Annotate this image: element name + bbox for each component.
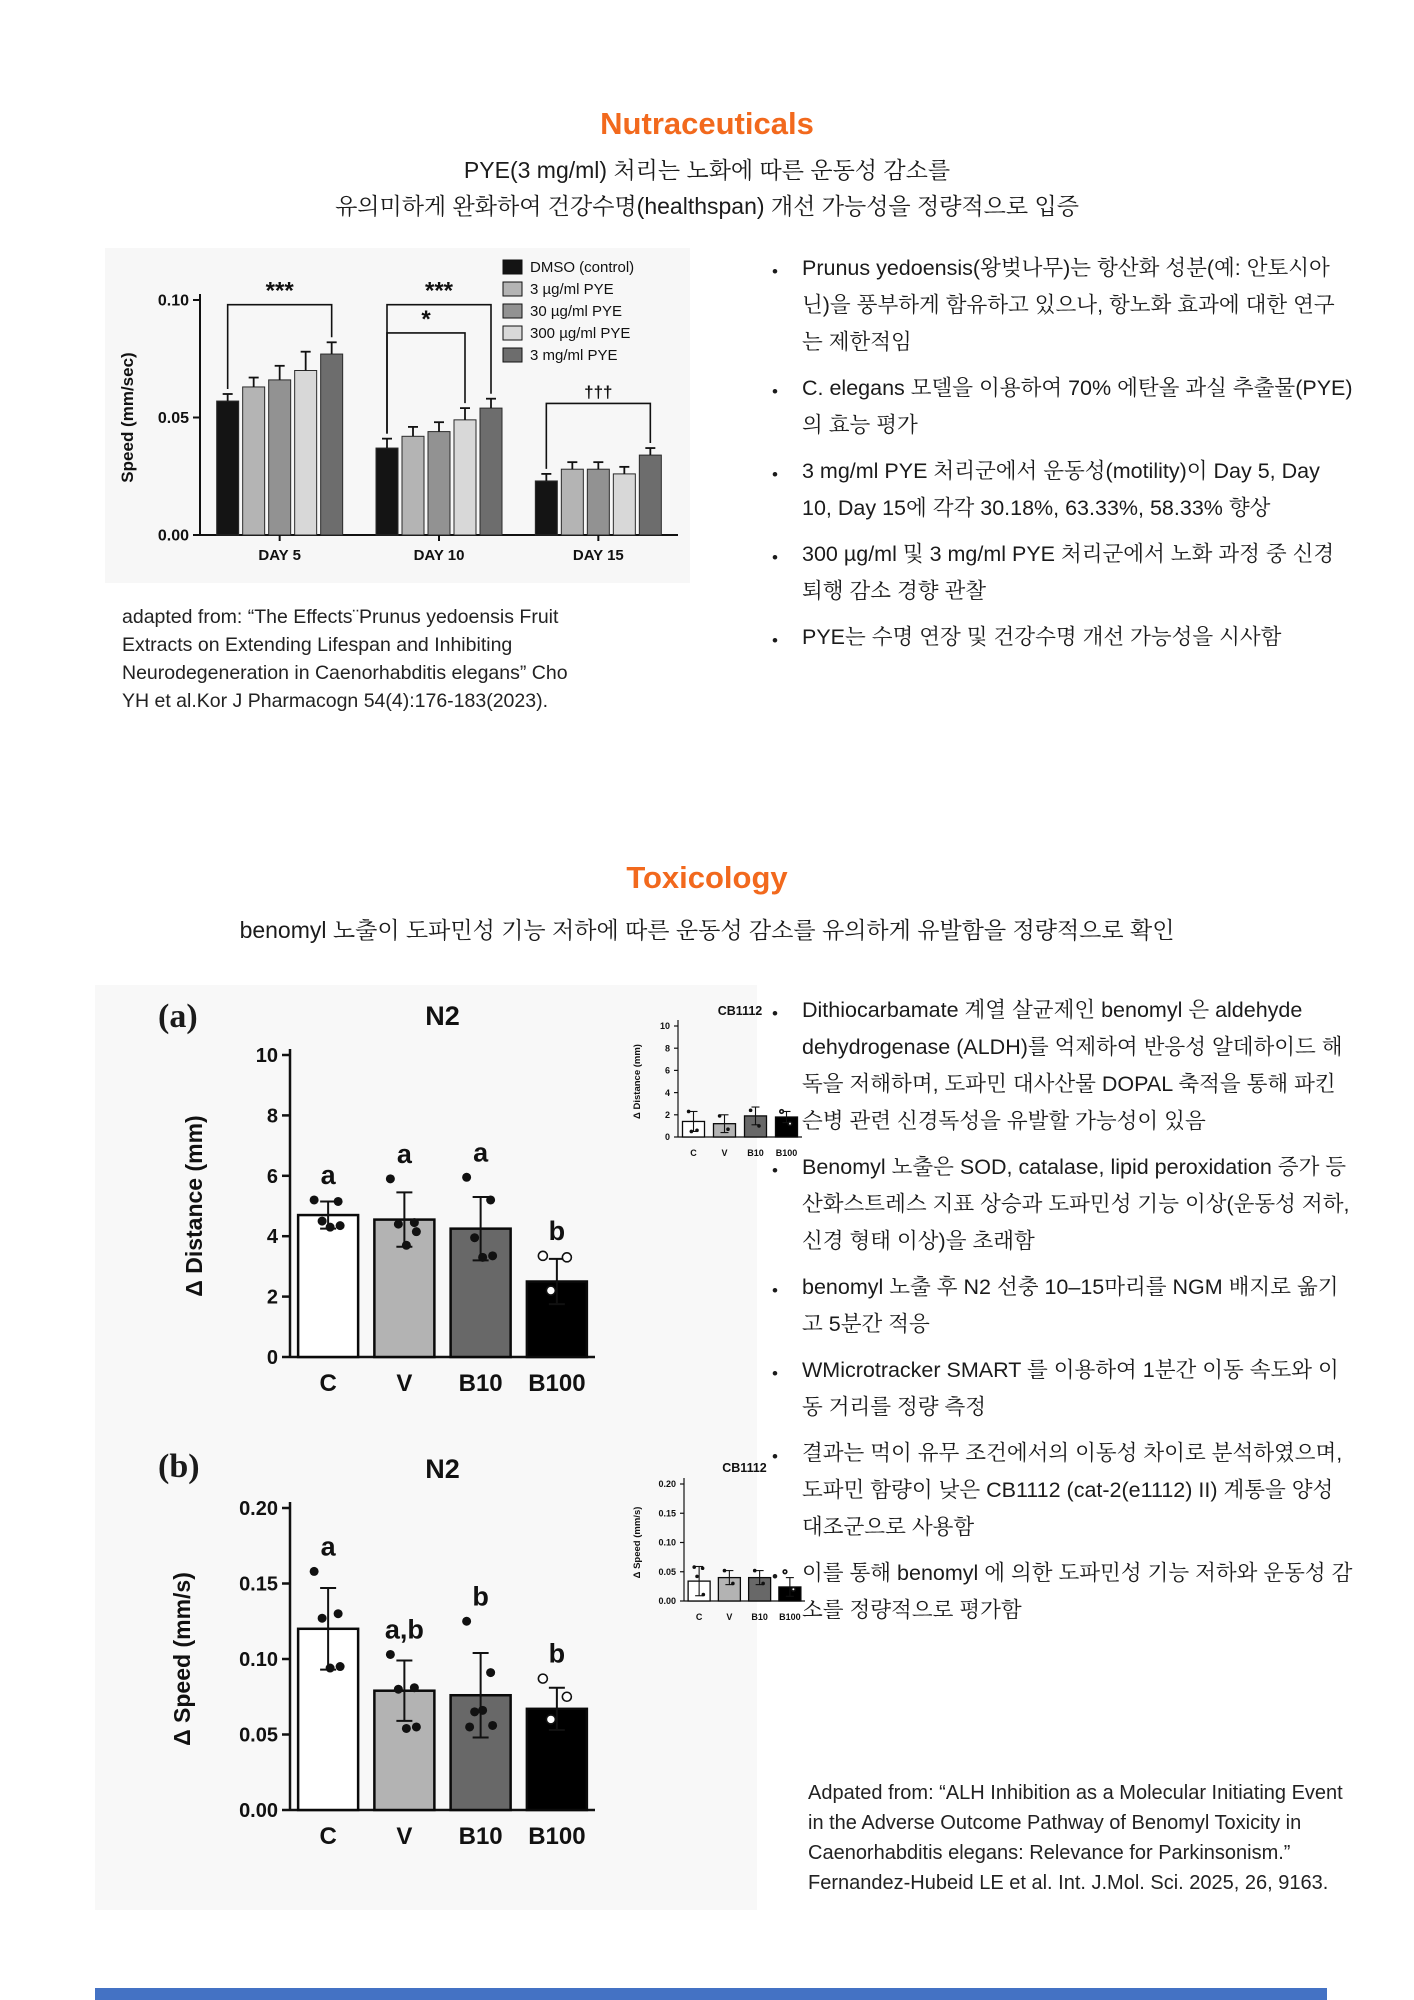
y-axis-label: Δ Speed (mm/s) xyxy=(632,1506,643,1579)
y-tick-label: 4 xyxy=(266,1226,278,1249)
bullet-text: WMicrotracker SMART 를 이용하여 1분간 이동 속도와 이동 거리를 정량 측정 xyxy=(802,1358,1339,1419)
bar xyxy=(613,474,635,535)
panel-a-label: (a) xyxy=(158,998,198,1035)
significance-label: ††† xyxy=(584,382,613,402)
y-tick-label: 8 xyxy=(664,1043,670,1054)
bullet-marker: • xyxy=(772,548,778,567)
legend-swatch xyxy=(503,260,522,274)
legend-swatch xyxy=(503,326,522,340)
y-tick-label: 6 xyxy=(664,1065,670,1076)
data-point xyxy=(695,1575,699,1579)
bullet-item xyxy=(772,1149,1354,1260)
bullet-text: 300 µg/ml 및 3 mg/ml PYE 처리군에서 노화 과정 중 신경퇴행 감소 경향 관찰 xyxy=(802,542,1335,603)
bullet-marker: • xyxy=(772,382,778,401)
data-point xyxy=(318,1217,327,1226)
data-point xyxy=(318,1614,327,1623)
x-label: C xyxy=(695,1612,703,1622)
data-point xyxy=(757,1124,761,1128)
y-tick-label: 0.05 xyxy=(658,1566,676,1577)
data-point xyxy=(702,1593,706,1597)
legend-label: 3 µg/ml PYE xyxy=(530,281,614,298)
bullet-marker: • xyxy=(772,1364,778,1383)
legend-swatch xyxy=(503,304,522,318)
data-point xyxy=(562,1253,571,1262)
y-tick-label: 6 xyxy=(266,1165,278,1188)
data-point xyxy=(692,1565,696,1569)
y-tick-label: 0.15 xyxy=(658,1508,676,1519)
x-label: B10 xyxy=(751,1612,768,1622)
bullet-marker: • xyxy=(772,1281,778,1300)
x-label: V xyxy=(726,1612,733,1622)
bullet-item xyxy=(772,619,1354,659)
bullet-item xyxy=(772,370,1354,444)
y-tick-label: 2 xyxy=(664,1109,670,1120)
group-letter: a xyxy=(473,1137,489,1168)
bullet-item xyxy=(772,1352,1354,1426)
legend-label: 30 µg/ml PYE xyxy=(530,303,623,320)
data-point xyxy=(486,1195,495,1204)
y-tick-label: 4 xyxy=(664,1087,670,1098)
nutraceuticals-subtitle-line1: PYE(3 mg/ml) 처리는 노화에 따른 운동성 감소를 xyxy=(463,157,951,183)
y-tick-label: 0.05 xyxy=(239,1724,278,1747)
x-label: B10 xyxy=(458,1370,503,1397)
legend-swatch xyxy=(503,282,522,296)
x-label: B10 xyxy=(747,1148,764,1158)
bar xyxy=(217,401,239,535)
y-tick-label: 0.10 xyxy=(658,1537,676,1548)
group-letter: a xyxy=(396,1138,412,1169)
bullet-text: Prunus yedoensis(왕벚나무)는 항산화 성분(예: 안토시아닌)을 풍부하게 함유하고 있으나, 항노화 효과에 대한 연구는 제한적임 xyxy=(802,256,1335,354)
x-label: B10 xyxy=(458,1823,503,1850)
chart-title: CB1112 xyxy=(722,1461,767,1475)
data-point xyxy=(412,1722,421,1731)
bar xyxy=(295,371,317,536)
x-label: B100 xyxy=(528,1370,586,1397)
bar xyxy=(535,481,557,535)
data-point xyxy=(538,1674,547,1683)
data-point xyxy=(486,1668,495,1677)
x-label: DAY 10 xyxy=(413,547,465,564)
data-point xyxy=(749,1109,753,1113)
data-point xyxy=(394,1685,403,1694)
data-point xyxy=(465,1722,474,1731)
data-point xyxy=(562,1692,571,1701)
significance-bracket xyxy=(387,333,465,434)
bar xyxy=(298,1215,358,1357)
data-point xyxy=(718,1114,722,1118)
bullet-item xyxy=(772,536,1354,610)
y-tick-label: 2 xyxy=(266,1286,278,1309)
y-tick-label: 0.10 xyxy=(239,1649,278,1671)
significance-bracket xyxy=(387,305,491,434)
data-point xyxy=(462,1617,471,1626)
significance-label: * xyxy=(421,305,431,333)
data-point xyxy=(701,1566,705,1570)
bar xyxy=(587,469,609,535)
y-tick-label: 10 xyxy=(255,1045,278,1067)
tox-speed-bar-chart xyxy=(150,1448,625,1888)
data-point xyxy=(690,1130,694,1134)
y-axis-label: Δ Distance (mm) xyxy=(181,1115,207,1297)
data-point xyxy=(394,1220,403,1229)
bullet-marker: • xyxy=(772,1447,778,1466)
group-letter: b xyxy=(548,1638,566,1669)
bullet-item xyxy=(772,992,1354,1140)
data-point xyxy=(695,1129,699,1133)
pye-speed-bar-chart xyxy=(105,248,690,583)
data-point xyxy=(478,1253,487,1262)
group-letter: a,b xyxy=(384,1614,424,1645)
nutraceuticals-section-title: Nutraceuticals xyxy=(600,106,814,141)
data-point xyxy=(386,1650,395,1659)
nutraceuticals-citation: adapted from: “The Effects¨Prunus yedoensis Fruit Extracts on Extending Lifespan and Inhibiting Neurodegeneration in Caenorhabditis elegans” Cho YH et al.Kor J Pharmacogn 54(4):176-183(2023). xyxy=(122,606,568,712)
nutraceuticals-subtitle xyxy=(0,152,1414,224)
y-axis-label: Δ Distance (mm) xyxy=(632,1044,643,1119)
x-label: B100 xyxy=(779,1612,801,1622)
data-point xyxy=(334,1609,343,1618)
data-point xyxy=(410,1218,419,1227)
chart-title: CB1112 xyxy=(717,1004,763,1018)
data-point xyxy=(470,1707,479,1716)
group-letter: a xyxy=(320,1531,336,1562)
significance-bracket xyxy=(546,403,650,469)
bullet-marker: • xyxy=(772,631,778,650)
bullet-text: PYE는 수명 연장 및 건강수명 개선 가능성을 시사함 xyxy=(802,625,1282,649)
data-point xyxy=(402,1724,411,1733)
data-point xyxy=(336,1662,345,1671)
nutraceuticals-bullet-list xyxy=(772,250,1354,668)
y-tick-label: 0.05 xyxy=(157,410,189,428)
bullet-item xyxy=(772,1435,1354,1546)
y-tick-label: 0.00 xyxy=(658,1596,676,1607)
y-tick-label: 0 xyxy=(664,1132,670,1143)
bar xyxy=(321,354,343,535)
data-point xyxy=(326,1223,335,1232)
bar xyxy=(428,432,450,535)
data-point xyxy=(538,1251,547,1260)
legend-swatch xyxy=(503,348,522,362)
data-point xyxy=(546,1286,555,1295)
data-point xyxy=(723,1569,727,1573)
y-tick-label: 0.00 xyxy=(157,527,189,545)
bar xyxy=(561,469,583,535)
significance-label: *** xyxy=(265,277,294,305)
legend-label: 300 µg/ml PYE xyxy=(530,325,631,342)
data-point xyxy=(310,1195,319,1204)
data-point xyxy=(761,1582,765,1586)
x-label: DAY 5 xyxy=(258,547,301,564)
bullet-text: Dithiocarbamate 계열 살균제인 benomyl 은 aldehyde dehydrogenase (ALDH)를 억제하여 반응성 알데하이드 해독을 저해하며, 도파민 대사산물 DOPAL 축적을 통해 파킨슨병 관련 신경독성을 유발할 가능성이 있음 xyxy=(802,998,1343,1133)
panel-b-label: (b) xyxy=(158,1448,200,1485)
group-letter: b xyxy=(472,1581,489,1612)
bullet-text: 이를 통해 benomyl 에 의한 도파민성 기능 저하와 운동성 감소를 정량적으로 평가함 xyxy=(802,1561,1353,1622)
x-label: B100 xyxy=(528,1823,586,1850)
x-label: DAY 15 xyxy=(572,547,624,564)
x-label: V xyxy=(721,1148,728,1158)
y-tick-label: 8 xyxy=(266,1105,278,1128)
data-point xyxy=(402,1241,411,1250)
data-point xyxy=(478,1706,487,1715)
bullet-item xyxy=(772,1269,1354,1343)
tox-distance-bar-chart xyxy=(150,995,625,1435)
y-tick-label: 0 xyxy=(266,1347,278,1369)
y-tick-label: 0.15 xyxy=(239,1573,278,1596)
legend-label: DMSO (control) xyxy=(530,259,635,276)
bullet-text: benomyl 노출 후 N2 선충 10–15마리를 NGM 배지로 옮기고 5분간 적응 xyxy=(802,1275,1339,1336)
data-point xyxy=(310,1567,319,1576)
data-point xyxy=(410,1683,419,1692)
data-point xyxy=(687,1110,691,1114)
bullet-item xyxy=(772,250,1354,361)
y-tick-label: 10 xyxy=(659,1021,670,1032)
data-point xyxy=(412,1227,421,1236)
bullet-marker: • xyxy=(772,1161,778,1180)
data-point xyxy=(546,1715,555,1724)
bar xyxy=(376,448,398,535)
nutraceuticals-subtitle-line2: 유의미하게 완화하여 건강수명(healthspan) 개선 가능성을 정량적으로 입증 xyxy=(335,193,1079,219)
data-point xyxy=(731,1582,735,1586)
data-point xyxy=(470,1233,479,1242)
data-point xyxy=(488,1721,497,1730)
bullet-text: Benomyl 노출은 SOD, catalase, lipid peroxidation 증가 등 산화스트레스 지표 상승과 도파민성 기능 이상(운동성 저하, 신경 형태 이상)을 초래함 xyxy=(802,1155,1350,1253)
significance-label: *** xyxy=(424,277,454,305)
bar xyxy=(639,455,661,535)
bar xyxy=(480,408,502,535)
y-tick-label: 0.20 xyxy=(239,1498,278,1520)
x-label: V xyxy=(396,1823,413,1850)
bullet-marker: • xyxy=(772,1567,778,1586)
bullet-marker: • xyxy=(772,262,778,281)
data-point xyxy=(336,1221,345,1230)
y-tick-label: 0.20 xyxy=(658,1479,676,1490)
data-point xyxy=(386,1174,395,1183)
bullet-marker: • xyxy=(772,1004,778,1023)
data-point xyxy=(462,1173,471,1182)
bullet-item xyxy=(772,1555,1354,1629)
footer-divider-bar xyxy=(95,1988,1327,2000)
x-label: C xyxy=(319,1370,337,1397)
bullet-text: C. elegans 모델을 이용하여 70% 에탄올 과실 추출물(PYE)의 효능 평가 xyxy=(802,376,1353,437)
bullet-marker: • xyxy=(772,465,778,484)
pye-speed-figure xyxy=(105,248,690,583)
data-point xyxy=(753,1569,757,1573)
toxicology-section-title: Toxicology xyxy=(626,860,788,895)
data-point xyxy=(488,1251,497,1260)
chart-title: N2 xyxy=(425,1454,460,1484)
y-tick-label: 0.00 xyxy=(239,1800,278,1822)
x-label: C xyxy=(319,1823,337,1850)
group-letter: b xyxy=(548,1215,566,1246)
data-point xyxy=(334,1197,343,1206)
legend-label: 3 mg/ml PYE xyxy=(530,347,618,364)
toxicology-subtitle: benomyl 노출이 도파민성 기능 저하에 따른 운동성 감소를 유의하게 유발함을 정량적으로 확인 xyxy=(239,917,1175,943)
bar xyxy=(454,420,476,535)
x-label: C xyxy=(690,1148,697,1158)
y-axis-label: Speed (mm/sec) xyxy=(118,352,137,483)
chart-title: N2 xyxy=(425,1001,460,1031)
bullet-item xyxy=(772,453,1354,527)
y-tick-label: 0.10 xyxy=(157,292,189,310)
bullet-text: 3 mg/ml PYE 처리군에서 운동성(motility)이 Day 5, Day 10, Day 15에 각각 30.18%, 63.33%, 58.33% 향상 xyxy=(802,459,1320,520)
x-label: B100 xyxy=(775,1148,798,1158)
data-point xyxy=(726,1127,730,1131)
toxicology-bullet-list xyxy=(772,992,1354,1638)
data-point xyxy=(326,1664,335,1673)
x-label: V xyxy=(396,1370,413,1397)
group-letter: a xyxy=(320,1159,336,1190)
bar xyxy=(243,387,265,535)
bullet-text: 결과는 먹이 유무 조건에서의 이동성 차이로 분석하였으며, 도파민 함량이 낮은 CB1112 (cat-2(e1112) II) 계통을 양성 대조군으로 사용함 xyxy=(802,1441,1343,1539)
bar xyxy=(269,380,291,535)
toxicology-citation: Adpated from: “ALH Inhibition as a Molecular Initiating Event in the Adverse Outcome Pathway of Benomyl Toxicity in Caenorhabditis elegans: Relevance for Parkinsonism.” Fernandez-Hubeid LE et al. Int. J.Mol. Sci. 2025, 26, 9163. xyxy=(808,1782,1343,1894)
y-axis-label: Δ Speed (mm/s) xyxy=(169,1572,195,1746)
bar xyxy=(402,436,424,535)
